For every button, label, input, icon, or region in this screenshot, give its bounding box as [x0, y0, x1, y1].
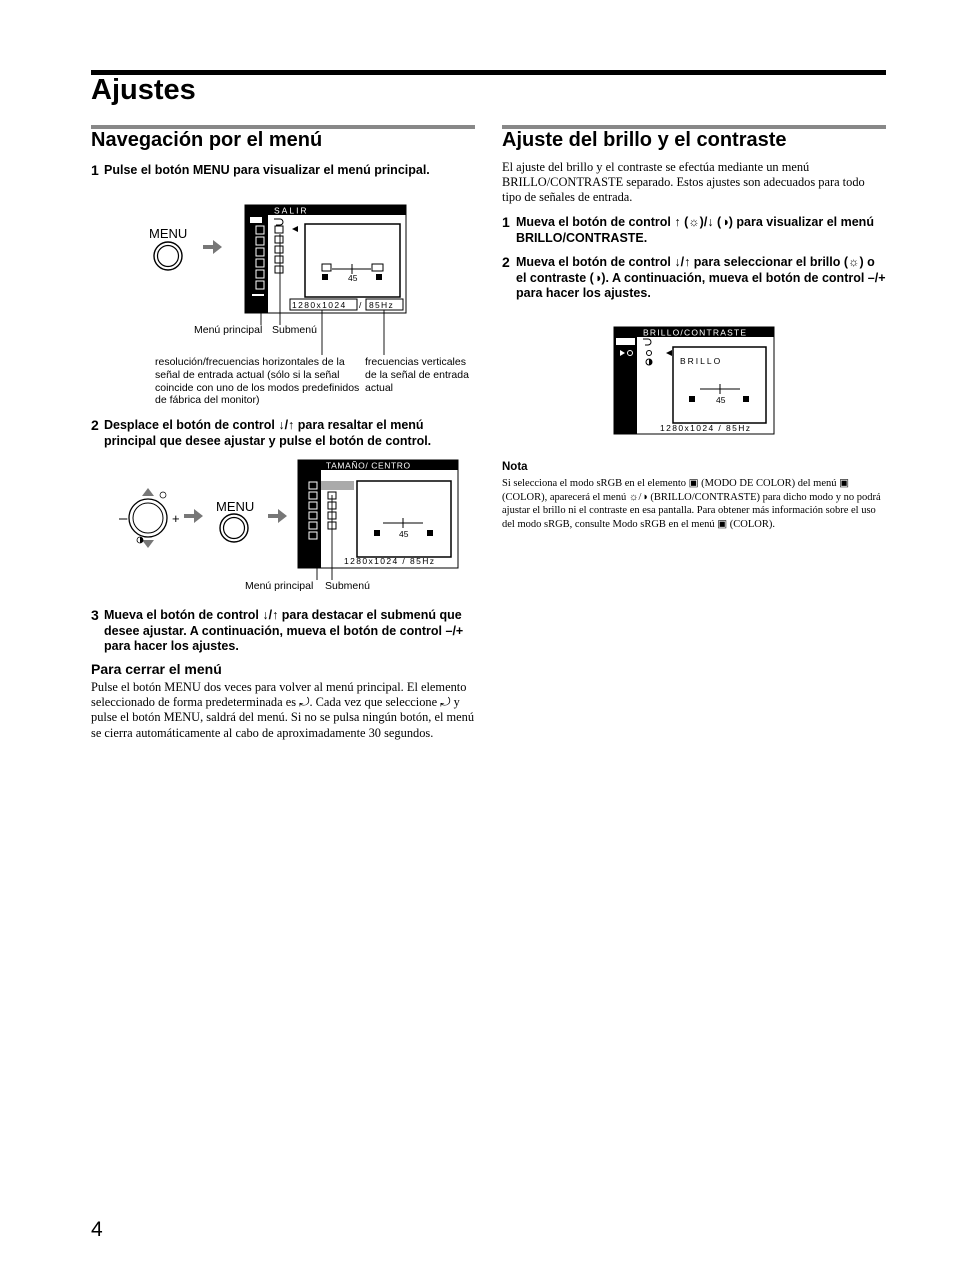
arrow-right-icon: [203, 240, 222, 254]
close-menu-heading: Para cerrar el menú: [91, 661, 222, 677]
left-step2-text: Desplace el botón de control ↓/↑ para resaltar el menú principal que desee ajustar y pulse el botón de control.: [104, 418, 432, 448]
figure-brightness-osd: [612, 325, 778, 437]
osd-value: 45: [716, 395, 726, 405]
osd-value: 45: [399, 529, 409, 539]
osd-resolution-line: 1280x1024 / 85Hz: [660, 423, 752, 433]
left-step1-number: 1: [91, 162, 99, 178]
left-step2-number: 2: [91, 417, 99, 433]
caption-frequency: frecuencias verticales de la señal de entrada actual: [365, 356, 469, 394]
minus-label: –: [119, 510, 128, 527]
arrow-up-icon: [142, 488, 154, 496]
arrow-right-icon-2: [268, 509, 287, 523]
minus-icon: [374, 530, 380, 536]
caption-resolution: resolución/frecuencias horizontales de la señal de entrada actual (sólo si la señal coincide con uno de los modos predefinidos de fábrica del monitor): [155, 356, 360, 407]
menu-button-label: MENU: [216, 499, 255, 514]
right-heading: Ajuste del brillo y el contraste: [502, 129, 787, 151]
osd-slash: /: [359, 300, 362, 310]
control-button: [129, 499, 167, 537]
top-rule: [91, 70, 886, 75]
plus-icon: [427, 530, 433, 536]
page-title: Ajustes: [91, 74, 196, 106]
menu-button-label: MENU: [149, 226, 188, 241]
osd-title: BRILLO/CONTRASTE: [643, 327, 748, 338]
osd-adjust-panel: [305, 224, 400, 297]
arrow-right-icon: [184, 509, 203, 523]
right-intro: El ajuste del brillo y el contraste se efectúa mediante un menú BRILLO/CONTRASTE separado. Estos ajustes son adecuados para todo tipo de señales de entrada.: [502, 160, 865, 205]
osd-resolution: 1280x1024: [292, 300, 347, 310]
osd-highlight: [321, 481, 354, 490]
caption-submenu-2: Submenú: [325, 580, 370, 592]
minus-icon: [689, 396, 695, 402]
osd-value: 45: [348, 273, 358, 283]
plus-icon: [743, 396, 749, 402]
plus-label: +: [172, 511, 180, 526]
right-step2-number: 2: [502, 254, 510, 270]
right-step1-number: 1: [502, 214, 510, 230]
osd-adjust-panel: [357, 481, 451, 557]
right-step2-text: Mueva el botón de control ↓/↑ para seleccionar el brillo (☼) o el contraste (◑). A continuación, mueva el botón de control –/+ para hacer los ajustes.: [516, 255, 886, 300]
caption-main-menu: Menú principal: [194, 324, 263, 336]
osd-label: BRILLO: [680, 356, 723, 366]
left-step3-number: 3: [91, 607, 99, 623]
osd-frequency: 85Hz: [369, 300, 395, 310]
note-text: Si selecciona el modo sRGB en el elemento ▣ (MODO DE COLOR) del menú ▣ (COLOR), aparecerá el menú ☼/◑ (BRILLO/CONTRASTE) para dicho modo y no podrá ajustar el brillo ni el contraste en esa pantalla. Para obtener más información sobre el uso del modo sRGB, consulte Modo sRGB en el menú ▣ (COLOR).: [502, 478, 881, 530]
brightness-icon: [160, 492, 166, 498]
osd-title: SALIR: [274, 205, 309, 216]
menu-button: [220, 514, 248, 542]
osd-resolution-line: 1280x1024 / 85Hz: [344, 556, 436, 566]
caption-main-menu-2: Menú principal: [245, 580, 314, 592]
osd-title: TAMAÑO/ CENTRO: [326, 460, 411, 471]
left-heading: Navegación por el menú: [91, 129, 323, 151]
caption-submenu: Submenú: [272, 324, 317, 336]
minus-icon: [322, 274, 328, 280]
right-step1-text: Mueva el botón de control ↑ (☼)/↓ (◑) para visualizar el menú BRILLO/CONTRASTE.: [516, 215, 874, 245]
left-step1-text: Pulse el botón MENU para visualizar el menú principal.: [104, 163, 430, 177]
left-step3-text: Mueva el botón de control ↓/↑ para destacar el submenú que desee ajustar. A continuación, mueva el botón de control –/+ para hacer los ajustes.: [104, 608, 464, 653]
figure-navigation: [118, 455, 468, 600]
page-number: 4: [91, 1218, 103, 1241]
note-heading: Nota: [502, 461, 528, 473]
menu-button: [154, 242, 182, 270]
plus-icon: [376, 274, 382, 280]
close-menu-text: Pulse el botón MENU dos veces para volver al menú principal. El elemento seleccionado de forma predeterminada es ⤾. Cada vez que seleccione ⤾ y pulse el botón MENU, saldrá del menú. Si no se pulsa ningún botón, el menú se cierra automáticamente al cabo de aproximadamente 30 segundos.: [91, 680, 475, 740]
arrow-down-icon: [142, 540, 154, 548]
